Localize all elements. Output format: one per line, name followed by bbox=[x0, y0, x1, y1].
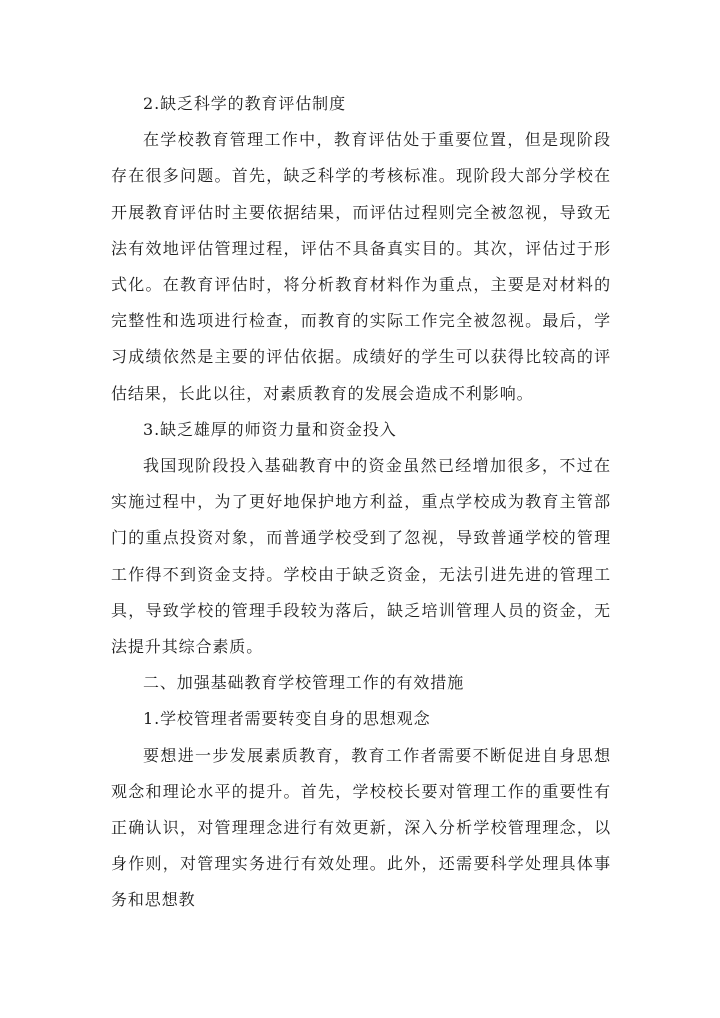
section-heading-evaluation: 2.缺乏科学的教育评估制度 bbox=[143, 94, 346, 113]
section-heading-mindset: 1.学校管理者需要转变自身的思想观念 bbox=[143, 709, 431, 729]
section-heading-funding: 3.缺乏雄厚的师资力量和资金投入 bbox=[143, 419, 397, 439]
chapter-heading-measures: 二、加强基础教育学校管理工作的有效措施 bbox=[143, 673, 465, 693]
paragraph-mindset: 要想进一步发展素质教育，教育工作者需要不断促进自身思想观念和理论水平的提升。首先，学校校长要对管理工作的重要性有正确认识，对管理理念进行有效更新，深入分析学校管理理念，以身作则，对管理实务进行有效处理。此外，还需要科学处理具体事务和思想教 bbox=[111, 745, 611, 910]
paragraph-funding: 我国现阶段投入基础教育中的资金虽然已经增加很多，不过在实施过程中，为了更好地保护地方利益，重点学校成为教育主管部门的重点投资对象，而普通学校受到了忽视，导致普通学校的管理工作得不到资金支持。学校由于缺乏资金，无法引进先进的管理工具，导致学校的管理手段较为落后，缺乏培训管理人员的资金，无法提升其综合素质。 bbox=[111, 456, 611, 657]
document-body bbox=[111, 86, 611, 919]
paragraph-evaluation: 在学校教育管理工作中，教育评估处于重要位置，但是现阶段存在很多问题。首先，缺乏科学的考核标准。现阶段大部分学校在开展教育评估时主要依据结果，而评估过程则完全被忽视，导致无法有效地评估管理过程，评估不具备真实目的。其次，评估过于形式化。在教育评估时，将分析教育材料作为重点，主要是对材料的完整性和选项进行检查，而教育的实际工作完全被忽视。最后，学习成绩依然是主要的评估依据。成绩好的学生可以获得比较高的评估结果，长此以往，对素质教育的发展会造成不利影响。 bbox=[111, 130, 611, 403]
